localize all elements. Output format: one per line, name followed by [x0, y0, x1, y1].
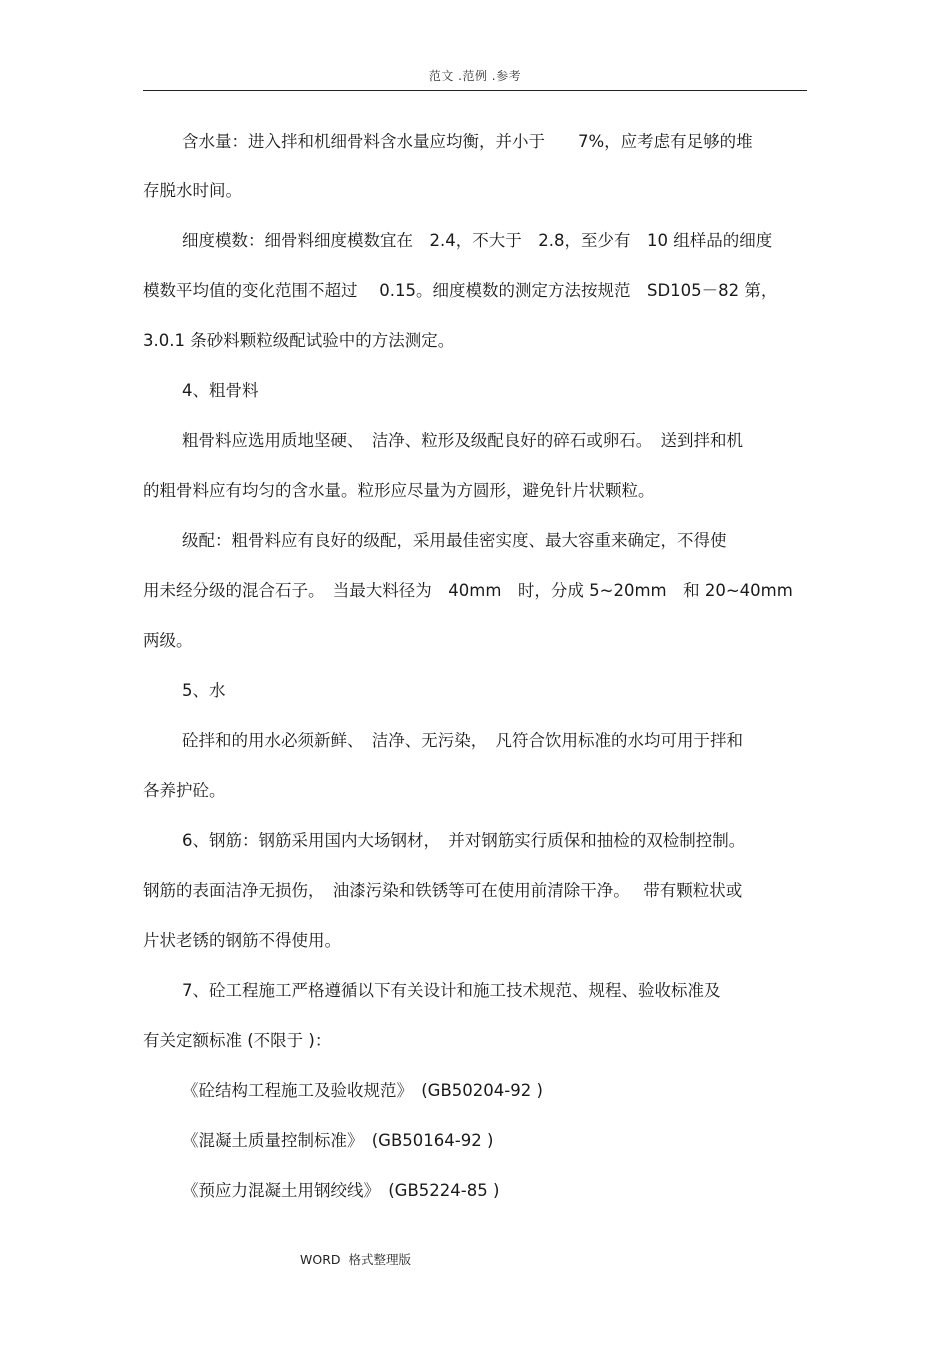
paragraph-line: 细度模数：细骨料细度模数宜在 2.4，不大于 2.8，至少有 10 组样品的细度: [182, 231, 773, 250]
paragraph-line: 各养护砼。: [143, 781, 226, 800]
paragraph-line: 含水量：进入拌和机细骨料含水量应均衡，并小于 7%，应考虑有足够的堆: [182, 132, 753, 151]
paragraph-line: 级配：粗骨料应有良好的级配，采用最佳密实度、最大容重来确定，不得使: [182, 531, 727, 550]
standard-reference: 《混凝土质量控制标准》 (GB50164-92 ): [182, 1131, 494, 1150]
header-divider: [143, 90, 807, 91]
paragraph-line: 粗骨料应选用质地坚硬、 洁净、粒形及级配良好的碎石或卵石。 送到拌和机: [182, 431, 743, 450]
page-footer: WORD 格式整理版: [300, 1252, 411, 1267]
paragraph-line: 7、砼工程施工严格遵循以下有关设计和施工技术规范、规程、验收标准及: [182, 981, 721, 1000]
paragraph-line: 钢筋的表面洁净无损伤， 油漆污染和铁锈等可在使用前清除干净。 带有颗粒状或: [143, 881, 743, 900]
paragraph-line: 6、钢筋：钢筋采用国内大场钢材， 并对钢筋实行质保和抽检的双检制控制。: [182, 831, 746, 850]
paragraph-line: 片状老锈的钢筋不得使用。: [143, 931, 341, 950]
paragraph-line: 存脱水时间。: [143, 181, 242, 200]
standard-reference: 《砼结构工程施工及验收规范》 (GB50204-92 ): [182, 1081, 543, 1100]
section-heading: 4、粗骨料: [182, 381, 259, 400]
paragraph-line: 模数平均值的变化范围不超过 0.15。细度模数的测定方法按规范 SD105－82 第，: [143, 281, 778, 300]
paragraph-line: 有关定额标准 (不限于 )：: [143, 1031, 332, 1050]
paragraph-line: 的粗骨料应有均匀的含水量。粒形应尽量为方圆形，避免针片状颗粒。: [143, 481, 655, 500]
standard-reference: 《预应力混凝土用钢绞线》 (GB5224-85 ): [182, 1181, 500, 1200]
paragraph-line: 3.0.1 条砂料颗粒级配试验中的方法测定。: [143, 331, 455, 350]
paragraph-line: 两级。: [143, 631, 193, 650]
paragraph-line: 用未经分级的混合石子。 当最大料径为 40mm 时，分成 5~20mm 和 20~40mm: [143, 581, 793, 600]
page-header: 范文 .范例 .参考: [428, 69, 522, 83]
paragraph-line: 砼拌和的用水必须新鲜、 洁净、无污染， 凡符合饮用标准的水均可用于拌和: [182, 731, 743, 750]
section-heading: 5、水: [182, 681, 226, 700]
